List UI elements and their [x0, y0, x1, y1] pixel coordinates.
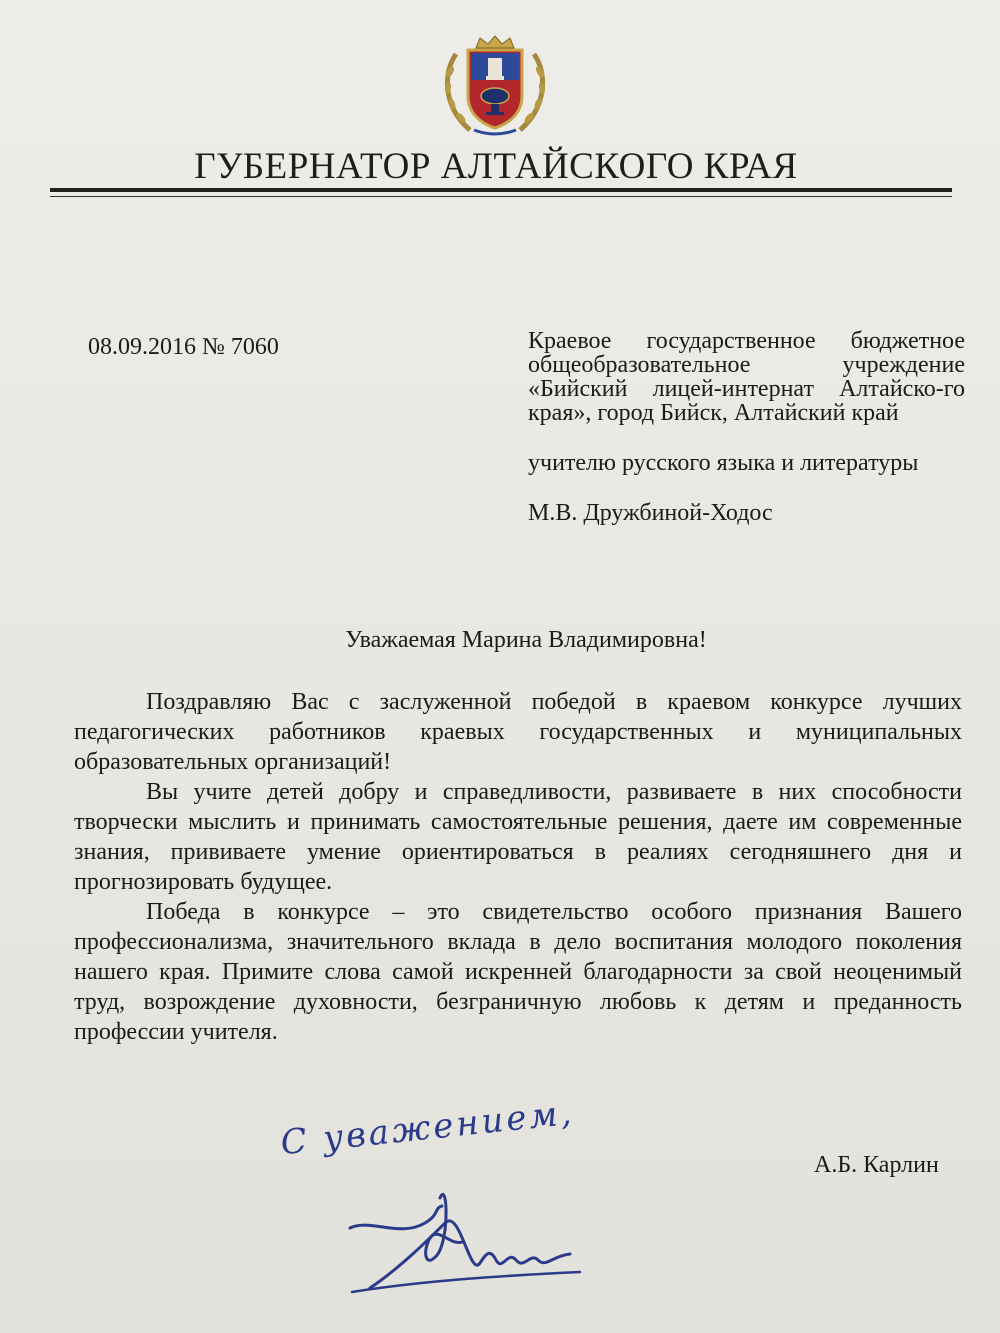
coat-of-arms-emblem	[436, 34, 554, 138]
signer-name: А.Б. Карлин	[814, 1152, 939, 1178]
closing-text: С уважением,	[278, 1092, 577, 1164]
addressee-block	[528, 329, 965, 525]
letter-body	[74, 687, 962, 1047]
registration-date-number: 08.09.2016 № 7060	[88, 334, 279, 360]
salutation: Уважаемая Марина Владимировна!	[345, 627, 707, 653]
handwritten-signature	[330, 1168, 590, 1308]
letterhead-title: ГУБЕРНАТОР АЛТАЙСКОГО КРАЯ	[194, 146, 798, 187]
letterhead-rule-thin	[50, 196, 952, 197]
addressee-organization: Краевое государственное бюджетное общеобразовательное учреждение «Бийский лицей-интернат Алтайско-го края», город Бийск, Алтайский край	[528, 328, 965, 426]
body-paragraph: Поздравляю Вас с заслуженной победой в краевом конкурсе лучших педагогических работников краевых государственных и муниципальных образовательных организаций!	[74, 689, 962, 775]
addressee-position: учителю русского языка и литературы	[528, 450, 919, 476]
addressee-name: М.В. Дружбиной-Ходос	[528, 500, 773, 526]
handwritten-closing	[278, 1092, 600, 1168]
letterhead-rule-thick	[50, 188, 952, 192]
body-paragraph: Победа в конкурсе – это свидетельство особого признания Вашего профессионализма, значительного вклада в дело воспитания молодого поколения нашего края. Примите слова самой искренней благодарности за свой неоценимый труд, возрождение духовности, безграничную любовь к детям и преданность профессии учителя.	[74, 899, 962, 1045]
body-paragraph: Вы учите детей добру и справедливости, развиваете в них способности творчески мыслить и принимать самостоятельные решения, даете им современные знания, прививаете умение ориентироваться в реалиях сегодняшнего дня и прогнозировать будущее.	[74, 779, 962, 895]
